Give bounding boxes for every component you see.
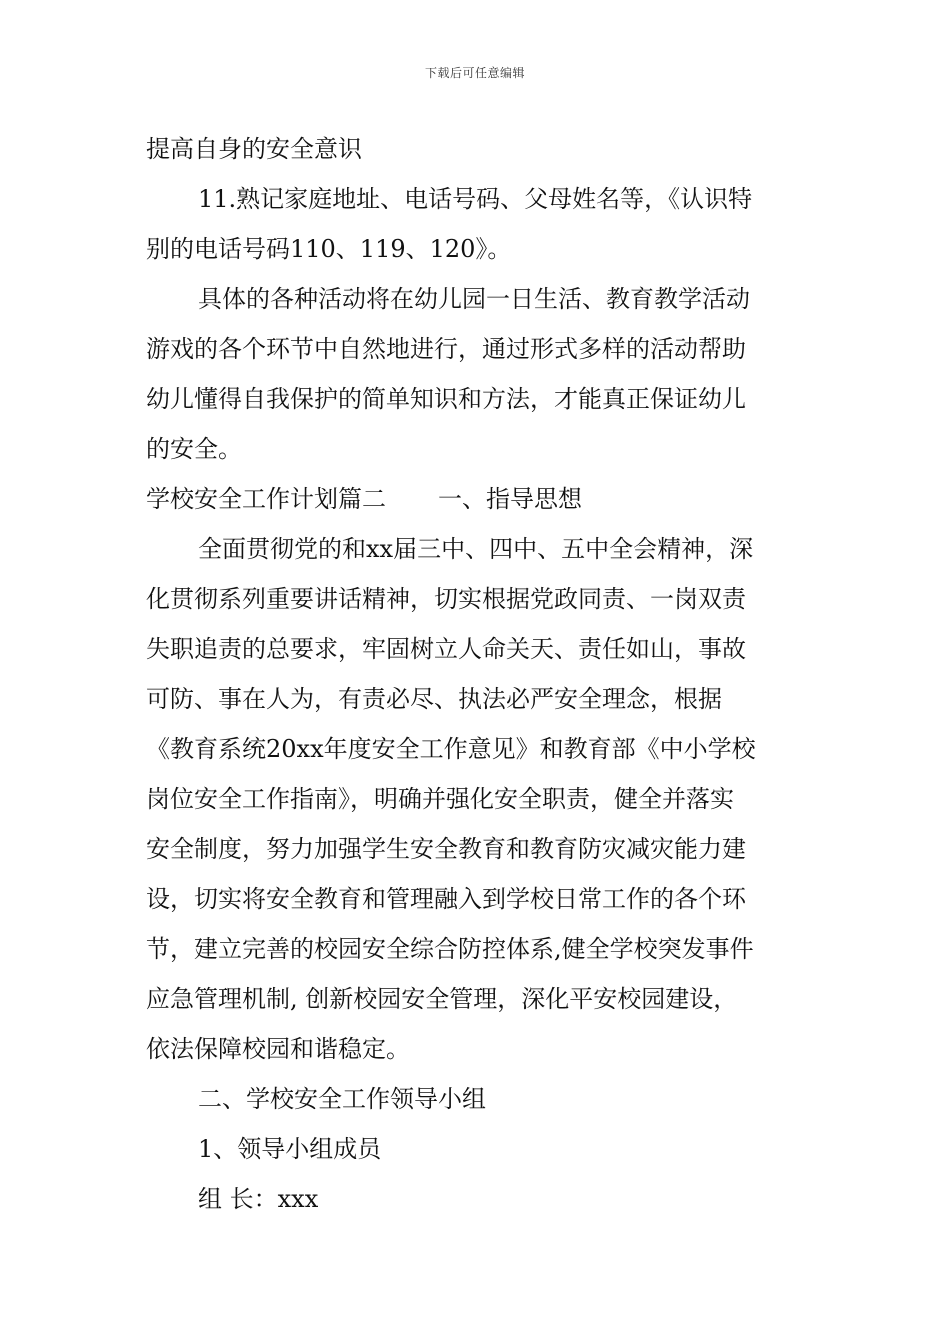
page-header: 下载后可任意编辑 — [424, 66, 525, 80]
text-line: 节，建立完善的校园安全综合防控体系,健全学校突发事件 — [146, 935, 754, 963]
text-line: 组 长：xxx — [198, 1185, 319, 1213]
text-line: 化贯彻系列重要讲话精神，切实根据党政同责、一岗双责 — [146, 585, 746, 613]
text-line: 别的电话号码110、119、120》。 — [146, 235, 512, 263]
text-line: 可防、事在人为，有责必尽、执法必严安全理念，根据 — [146, 685, 722, 713]
text-line: 具体的各种活动将在幼儿园一日生活、教育教学活动 — [198, 285, 750, 313]
text-line: 幼儿懂得自我保护的简单知识和方法，才能真正保证幼儿 — [146, 385, 746, 413]
text-line: 失职追责的总要求，牢固树立人命关天、责任如山，事故 — [146, 635, 746, 663]
text-line: 11.熟记家庭地址、电话号码、父母姓名等，《认识特 — [198, 185, 753, 213]
text-line: 《教育系统20xx年度安全工作意见》和教育部《中小学校 — [146, 735, 756, 763]
text-line: 设，切实将安全教育和管理融入到学校日常工作的各个环 — [146, 885, 746, 913]
text-line: 提高自身的安全意识 — [146, 135, 362, 163]
text-line: 游戏的各个环节中自然地进行，通过形式多样的活动帮助 — [146, 335, 746, 363]
text-line: 岗位安全工作指南》，明确并强化安全职责，健全并落实 — [146, 785, 734, 813]
text-line: 依法保障校园和谐稳定。 — [146, 1035, 410, 1063]
subsection-heading: 1、领导小组成员 — [198, 1135, 382, 1163]
text-line: 应急管理机制, 创新校园安全管理，深化平安校园建设， — [146, 985, 738, 1013]
subsection-title: 一、指导思想 — [438, 485, 582, 513]
text-line: 的安全。 — [146, 435, 242, 463]
section-heading: 二、学校安全工作领导小组 — [198, 1085, 486, 1113]
text-line: 全面贯彻党的和xx届三中、四中、五中全会精神，深 — [198, 535, 754, 563]
text-line: 安全制度，努力加强学生安全教育和教育防灾减灾能力建 — [146, 835, 746, 863]
section-heading-line — [146, 484, 582, 514]
section-title: 学校安全工作计划篇二 — [146, 485, 386, 513]
